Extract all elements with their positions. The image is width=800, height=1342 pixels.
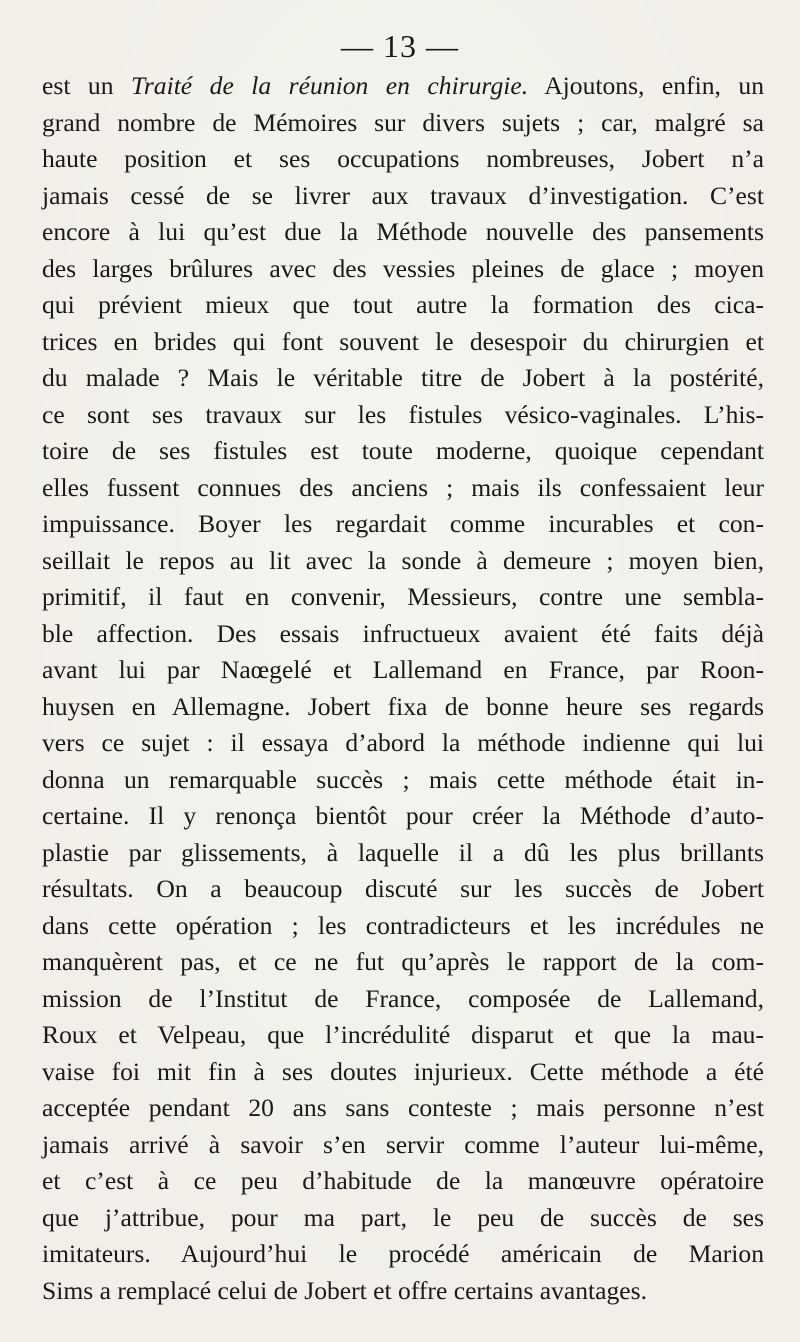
- text-line: jamais cessé de se livrer aux travaux d’investigation. C’est: [42, 180, 764, 210]
- text-line: primitif, il faut en convenir, Messieurs, contre une sembla-: [42, 582, 764, 611]
- text-line: résultats. On a beaucoup discuté sur les succès de Jobert: [42, 874, 764, 903]
- text-line: plastie par glissements, à laquelle il a dû les plus brillants: [42, 837, 764, 867]
- text-line: imitateurs. Aujourd’hui le procédé américain de Marion: [42, 1239, 764, 1268]
- text-line: vaise foi mit fin à ses doutes injurieux. Cette méthode a été: [42, 1056, 764, 1086]
- text-line: ble affection. Des essais infructueux avaient été faits déjà: [42, 618, 764, 648]
- text-line-1-end: Ajoutons, enfin, un: [528, 71, 764, 100]
- text-line: avant lui par Naœgelé et Lallemand en France, par Roon-: [42, 655, 764, 684]
- text-line: trices en brides qui font souvent le desespoir du chirurgien et: [42, 326, 764, 356]
- text-line: impuissance. Boyer les regardait comme incurables et con-: [42, 509, 764, 538]
- text-line: encore à lui qu’est due la Méthode nouvelle des pansements: [42, 217, 764, 246]
- text-line-1-start: est un: [42, 71, 131, 100]
- text-line: dans cette opération ; les contradicteurs et les incrédules ne: [42, 910, 764, 940]
- text-line: jamais arrivé à savoir s’en servir comme l’auteur lui-même,: [42, 1129, 764, 1159]
- text-line: des larges brûlures avec des vessies pleines de glace ; moyen: [42, 253, 764, 283]
- body-text: [42, 68, 764, 1309]
- text-line: vers ce sujet : il essaya d’abord la méthode indienne qui lui: [42, 728, 764, 757]
- page-number: — 13 —: [341, 28, 459, 64]
- text-line: mission de l’Institut de France, composée de Lallemand,: [42, 983, 764, 1013]
- text-line-1: [42, 68, 764, 105]
- text-line: seillait le repos au lit avec la sonde à demeure ; moyen bien,: [42, 545, 764, 575]
- text-line: haute position et ses occupations nombreuses, Jobert n’a: [42, 144, 764, 173]
- text-line: acceptée pendant 20 ans sans conteste ; mais personne n’est: [42, 1093, 764, 1122]
- text-line: manquèrent pas, et ce ne fut qu’après le rapport de la com-: [42, 947, 764, 976]
- text-line: ce sont ses travaux sur les fistules vésico-vaginales. L’his-: [42, 399, 764, 429]
- text-line: du malade ? Mais le véritable titre de Jobert à la postérité,: [42, 363, 764, 392]
- text-line: elles fussent connues des anciens ; mais ils confessaient leur: [42, 472, 764, 502]
- book-title-italic: Traité de la réunion en chirurgie.: [131, 71, 529, 100]
- text-line: huysen en Allemagne. Jobert fixa de bonne heure ses regards: [42, 691, 764, 721]
- text-line: et c’est à ce peu d’habitude de la manœuvre opératoire: [42, 1166, 764, 1195]
- text-line: certaine. Il y renonça bientôt pour créer la Méthode d’auto-: [42, 801, 764, 830]
- text-line: Roux et Velpeau, que l’incrédulité disparut et que la mau-: [42, 1020, 764, 1049]
- text-line: qui prévient mieux que tout autre la formation des cica-: [42, 290, 764, 319]
- text-line: donna un remarquable succès ; mais cette méthode était in-: [42, 764, 764, 794]
- text-line: Sims a remplacé celui de Jobert et offre certains avantages.: [42, 1275, 647, 1305]
- text-line: que j’attribue, pour ma part, le peu de succès de ses: [42, 1202, 764, 1232]
- text-line: grand nombre de Mémoires sur divers sujets ; car, malgré sa: [42, 107, 764, 137]
- text-line: toire de ses fistules est toute moderne, quoique cependant: [42, 436, 764, 465]
